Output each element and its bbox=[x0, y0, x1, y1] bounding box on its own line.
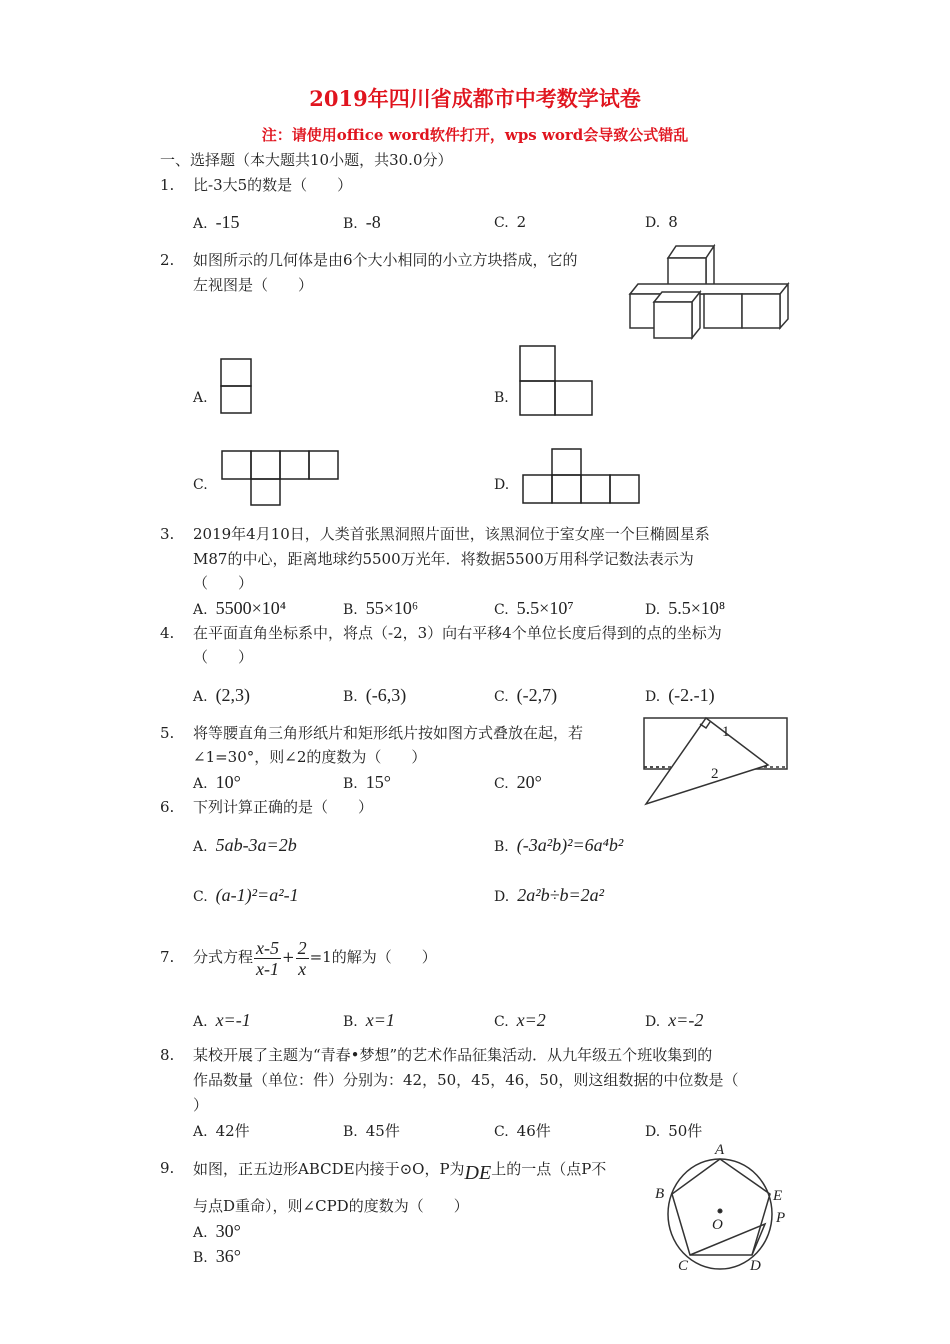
q2-option-b[interactable] bbox=[494, 387, 517, 408]
point-d-label: D bbox=[750, 1258, 761, 1272]
angle-2-label: 2 bbox=[711, 766, 719, 782]
angle-1-label: 1 bbox=[722, 724, 730, 740]
option-label: A. bbox=[193, 839, 208, 855]
option-label: B. bbox=[494, 390, 509, 406]
q8-option-a[interactable] bbox=[193, 1121, 250, 1142]
arc-de: DE bbox=[464, 1162, 492, 1184]
q2-option-a[interactable] bbox=[193, 387, 216, 408]
q5-number: 5. bbox=[160, 724, 175, 742]
point-e-label: E bbox=[773, 1188, 783, 1204]
notice: 注：请使用office word软件打开，wps word会导致公式错乱 bbox=[261, 126, 689, 144]
q2-text-line1: 如图所示的几何体是由6个大小相同的小立方块搭成，它的 bbox=[193, 251, 578, 269]
q4-text-line1: 在平面直角坐标系中，将点（-2，3）向右平移4个单位长度后得到的点的坐标为 bbox=[193, 624, 722, 642]
q1-text: 比-3大5的数是（ ） bbox=[193, 176, 353, 194]
q9-text-part: 上的一点（点P不 bbox=[491, 1160, 607, 1178]
q3-number: 3. bbox=[160, 525, 175, 543]
q9-option-a[interactable] bbox=[193, 1221, 241, 1243]
option-text: 50件 bbox=[668, 1122, 703, 1140]
option-label: A. bbox=[193, 390, 208, 406]
q2-option-d[interactable] bbox=[494, 474, 517, 495]
q9-option-b[interactable] bbox=[193, 1246, 241, 1268]
q9-pentagon-circle-figure bbox=[648, 1138, 796, 1272]
option-label: A. bbox=[193, 1014, 208, 1030]
q4-text-line2: （ ） bbox=[193, 648, 254, 666]
option-label: B. bbox=[343, 689, 358, 705]
q3-option-d[interactable] bbox=[645, 598, 725, 620]
q2-option-a-figure bbox=[220, 358, 254, 416]
q4-option-b[interactable] bbox=[343, 685, 406, 707]
q7-option-a[interactable] bbox=[193, 1010, 251, 1032]
q7-text bbox=[193, 934, 437, 980]
option-text: 5.5×10⁸ bbox=[668, 598, 726, 618]
point-o-label: O bbox=[712, 1217, 723, 1233]
option-label: B. bbox=[343, 1124, 358, 1140]
q5-option-b[interactable] bbox=[343, 772, 391, 794]
q8-text-line2: 作品数量（单位：件）分别为：42，50，45，46，50，则这组数据的中位数是（ bbox=[193, 1071, 739, 1089]
fraction bbox=[254, 938, 281, 979]
denominator: x-1 bbox=[256, 958, 279, 979]
q2-option-c-figure bbox=[220, 449, 342, 507]
option-label: B. bbox=[343, 776, 358, 792]
q6-option-c[interactable] bbox=[193, 885, 299, 907]
q7-number: 7. bbox=[160, 948, 175, 966]
option-text: 2 bbox=[516, 213, 527, 231]
option-label: A. bbox=[193, 1225, 208, 1241]
option-label: C. bbox=[494, 689, 509, 705]
denominator: x bbox=[298, 958, 307, 979]
option-text: 45件 bbox=[365, 1122, 400, 1140]
q5-option-a[interactable] bbox=[193, 772, 241, 794]
q5-option-c[interactable] bbox=[494, 772, 542, 794]
q6-option-b[interactable] bbox=[494, 835, 623, 857]
q8-text-line1: 某校开展了主题为“青春•梦想”的艺术作品征集活动．从九年级五个班收集到的 bbox=[193, 1046, 713, 1064]
option-label: D. bbox=[645, 215, 661, 231]
option-label: B. bbox=[343, 1014, 358, 1030]
option-text: x=1 bbox=[365, 1010, 395, 1030]
option-text: x=-2 bbox=[668, 1010, 704, 1030]
q2-number: 2. bbox=[160, 251, 175, 269]
option-text: (-3a²b)²=6a⁴b² bbox=[516, 835, 624, 855]
q3-text-line2: M87的中心，距离地球约5500万光年．将数据5500万用科学记数法表示为 bbox=[193, 550, 694, 568]
option-label: D. bbox=[645, 1124, 661, 1140]
option-text: (2,3) bbox=[215, 685, 251, 705]
q6-text: 下列计算正确的是（ ） bbox=[193, 798, 374, 816]
q9-text-line1 bbox=[193, 1158, 607, 1184]
option-text: -8 bbox=[365, 212, 381, 232]
option-label: B. bbox=[343, 602, 358, 618]
option-label: A. bbox=[193, 776, 208, 792]
q6-option-a[interactable] bbox=[193, 835, 297, 857]
q6-option-d[interactable] bbox=[494, 885, 604, 907]
q9-text-line2: 与点D重命），则∠CPD的度数为（ ） bbox=[193, 1197, 469, 1215]
option-label: D. bbox=[494, 477, 510, 493]
q9-number: 9. bbox=[160, 1159, 175, 1177]
option-text: 5ab-3a=2b bbox=[215, 835, 297, 855]
q5-text-line2: ∠1=30°，则∠2的度数为（ ） bbox=[193, 748, 427, 766]
option-label: C. bbox=[494, 776, 509, 792]
q2-option-b-figure bbox=[518, 345, 596, 417]
numerator: x-5 bbox=[256, 937, 279, 958]
page-title: 2019年四川省成都市中考数学试卷 bbox=[309, 86, 641, 111]
q8-option-b[interactable] bbox=[343, 1121, 400, 1142]
q2-text-line2: 左视图是（ ） bbox=[193, 276, 314, 294]
plus-sign: + bbox=[282, 948, 295, 966]
section-heading: 一、选择题（本大题共10小题，共30.0分） bbox=[160, 151, 453, 169]
option-text: 5.5×10⁷ bbox=[516, 598, 574, 618]
q3-text-line1: 2019年4月10日，人类首张黑洞照片面世，该黑洞位于室女座一个巨椭圆星系 bbox=[193, 525, 710, 543]
option-label: A. bbox=[193, 602, 208, 618]
option-text: (-2,7) bbox=[516, 685, 558, 705]
option-label: B. bbox=[193, 1250, 208, 1266]
q4-option-d[interactable] bbox=[645, 685, 715, 707]
q1-number: 1. bbox=[160, 176, 175, 194]
option-label: D. bbox=[494, 889, 510, 905]
option-text: 55×10⁶ bbox=[365, 598, 419, 618]
q2-option-c[interactable] bbox=[193, 474, 216, 495]
q1-option-b[interactable] bbox=[343, 212, 381, 234]
option-text: (-2.-1) bbox=[668, 685, 715, 705]
q8-option-c[interactable] bbox=[494, 1121, 551, 1142]
option-label: C. bbox=[494, 1014, 509, 1030]
q4-option-a[interactable] bbox=[193, 685, 250, 707]
option-label: C. bbox=[193, 477, 208, 493]
q2-option-d-figure bbox=[521, 447, 643, 505]
q6-number: 6. bbox=[160, 798, 175, 816]
numerator: 2 bbox=[297, 937, 307, 958]
point-a-label: A bbox=[715, 1142, 725, 1158]
fraction bbox=[296, 938, 309, 979]
option-label: C. bbox=[494, 602, 509, 618]
q9-text-part: 如图，正五边形ABCDE内接于⊙O，P为 bbox=[193, 1160, 465, 1178]
option-text: 36° bbox=[215, 1246, 241, 1266]
q7-suffix: =1的解为（ ） bbox=[309, 948, 437, 966]
q1-option-a[interactable] bbox=[193, 212, 240, 234]
option-text: 2a²b÷b=2a² bbox=[517, 885, 605, 905]
q7-prefix: 分式方程 bbox=[193, 948, 254, 966]
q7-option-b[interactable] bbox=[343, 1010, 395, 1032]
q2-cube-solid-figure bbox=[628, 244, 790, 340]
option-text: (a-1)²=a²-1 bbox=[215, 885, 299, 905]
option-label: C. bbox=[494, 1124, 509, 1140]
q3-text-line3: （ ） bbox=[193, 574, 254, 592]
option-text: 42件 bbox=[215, 1122, 250, 1140]
option-text: 5500×10⁴ bbox=[215, 598, 286, 618]
q7-option-d[interactable] bbox=[645, 1010, 703, 1032]
q1-option-c[interactable] bbox=[494, 212, 526, 233]
option-text: x=-1 bbox=[215, 1010, 251, 1030]
option-label: D. bbox=[645, 602, 661, 618]
q5-text-line1: 将等腰直角三角形纸片和矩形纸片按如图方式叠放在起，若 bbox=[193, 724, 584, 742]
option-label: C. bbox=[193, 889, 208, 905]
option-label: B. bbox=[343, 216, 358, 232]
q5-triangle-rectangle-figure bbox=[640, 716, 792, 808]
option-label: A. bbox=[193, 216, 208, 232]
q3-option-b[interactable] bbox=[343, 598, 418, 620]
option-label: D. bbox=[645, 1014, 661, 1030]
q3-option-a[interactable] bbox=[193, 598, 286, 620]
option-label: B. bbox=[494, 839, 509, 855]
option-text: (-6,3) bbox=[365, 685, 407, 705]
q1-option-d[interactable] bbox=[645, 212, 678, 233]
option-text: 10° bbox=[215, 772, 241, 792]
point-c-label: C bbox=[678, 1258, 689, 1272]
option-text: x=2 bbox=[516, 1010, 546, 1030]
point-p-label: P bbox=[776, 1210, 786, 1226]
q3-option-c[interactable] bbox=[494, 598, 574, 620]
point-b-label: B bbox=[655, 1186, 665, 1202]
option-label: C. bbox=[494, 215, 509, 231]
option-label: A. bbox=[193, 689, 208, 705]
option-text: 20° bbox=[516, 772, 542, 792]
q4-option-c[interactable] bbox=[494, 685, 557, 707]
q7-option-c[interactable] bbox=[494, 1010, 546, 1032]
option-text: -15 bbox=[215, 212, 240, 232]
option-text: 46件 bbox=[516, 1122, 551, 1140]
option-text: 8 bbox=[668, 213, 678, 231]
q4-number: 4. bbox=[160, 624, 175, 642]
option-text: 30° bbox=[215, 1221, 241, 1241]
q8-text-line3: ） bbox=[193, 1096, 209, 1114]
q8-number: 8. bbox=[160, 1046, 175, 1064]
option-label: D. bbox=[645, 689, 661, 705]
option-text: 15° bbox=[365, 772, 391, 792]
option-label: A. bbox=[193, 1124, 208, 1140]
